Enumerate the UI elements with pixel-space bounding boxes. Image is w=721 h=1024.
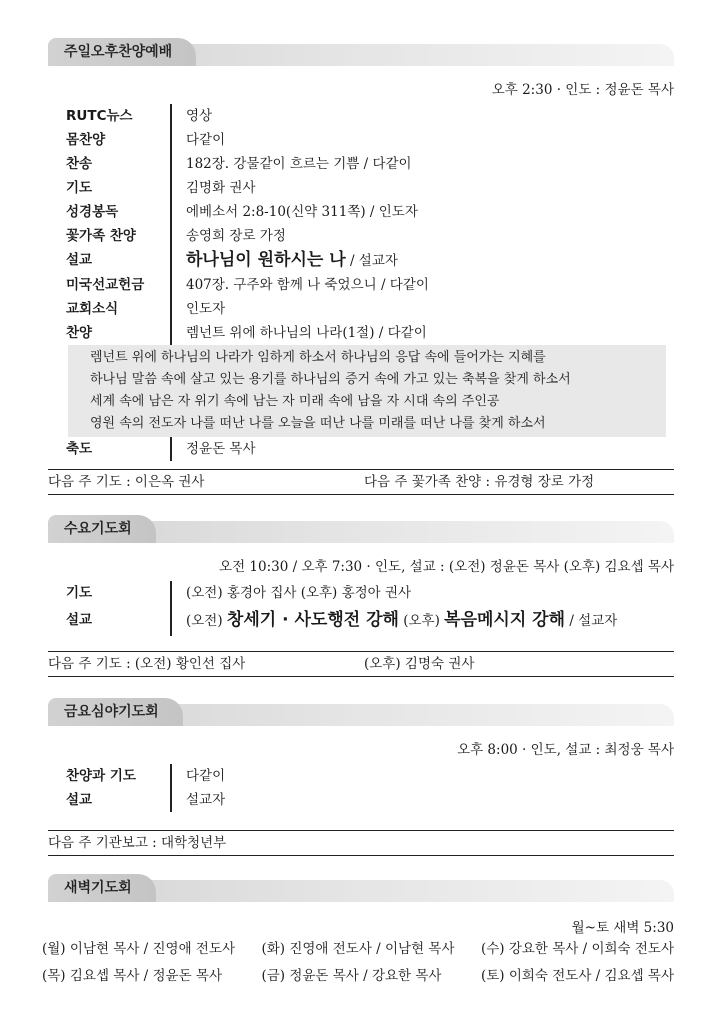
friday-time: 오후 8:00 · 인도, 설교 : 최정웅 목사 (457, 742, 674, 758)
sermon-title: 하나님이 원하시는 나 (186, 250, 346, 270)
dawn-schedule (42, 936, 674, 990)
friday-header (48, 698, 674, 728)
dawn-entry: (목) 김요셉 목사 / 정윤돈 목사 (42, 968, 222, 984)
sunday-title: 주일오후찬양예배 (48, 38, 196, 66)
order-row: 성경봉독 에베소서 2:8-10(신약 311쪽) / 인도자 (66, 200, 674, 224)
sermon-row: 설교 하나님이 원하시는 나 / 설교자 (66, 248, 674, 273)
wednesday-title: 수요기도회 (48, 515, 156, 543)
order-row: 몸찬양 다같이 (66, 128, 674, 152)
order-row: 찬송 182장. 강물같이 흐르는 기쁨 / 다같이 (66, 152, 674, 176)
dawn-header (48, 874, 674, 904)
order-row: 찬양과 기도 다같이 (66, 764, 674, 788)
sunday-section (48, 38, 674, 461)
sunday-next-week (48, 469, 674, 495)
lyric-line: 렘넌트 위에 하나님의 나라가 임하게 하소서 하나님의 응답 속에 들어가는 지혜를 (90, 350, 546, 365)
benediction-row: 축도 정윤돈 목사 (66, 437, 674, 461)
dawn-entry: (수) 강요한 목사 / 이희숙 전도사 (480, 941, 674, 957)
dawn-time: 월~토 새벽 5:30 (571, 920, 674, 936)
sunday-time: 오후 2:30 · 인도 : 정윤돈 목사 (491, 82, 674, 98)
wednesday-header (48, 515, 674, 545)
order-row: 찬양 렘넌트 위에 하나님의 나라(1절) / 다같이 (66, 321, 674, 345)
next-family: 다음 주 꽃가족 찬양 : 유경형 장로 가정 (364, 474, 595, 490)
pm-sermon-title: 복음메시지 강해 (444, 610, 566, 630)
lyrics-box (68, 345, 666, 437)
dawn-entry: (화) 진영애 전도사 / 이남현 목사 (261, 941, 455, 957)
dawn-title: 새벽기도회 (48, 874, 156, 902)
wednesday-time: 오전 10:30 / 오후 7:30 · 인도, 설교 : (오전) 정윤돈 목사 (오후) 김요셉 목사 (219, 559, 674, 575)
am-sermon-title: 창세기 · 사도행전 강해 (226, 610, 399, 630)
order-row: 교회소식 인도자 (66, 297, 674, 321)
order-row: 기도 김명화 권사 (66, 176, 674, 200)
wednesday-next-week: 다음 주 기도 : (오전) 황인선 집사 (오후) 김명숙 권사 (48, 651, 674, 677)
friday-title: 금요심야기도회 (48, 698, 183, 726)
dawn-entry: (월) 이남현 목사 / 진영애 전도사 (42, 941, 236, 957)
order-row: RUTC뉴스 영상 (66, 104, 674, 128)
order-row: 꽃가족 찬양 송영희 장로 가정 (66, 224, 674, 248)
prayer-row: 기도 (오전) 홍경아 집사 (오후) 홍정아 권사 (66, 581, 674, 605)
lyric-line: 세계 속에 남은 자 위기 속에 남는 자 미래 속에 남을 자 시대 속의 주인공 (90, 394, 500, 409)
dawn-entry: (토) 이희숙 전도사 / 김요셉 목사 (480, 968, 674, 984)
dawn-section (42, 874, 674, 990)
order-row: 미국선교헌금 407장. 구주와 함께 나 죽었으니 / 다같이 (66, 273, 674, 297)
order-row: 설교 설교자 (66, 788, 674, 812)
friday-section (48, 698, 674, 812)
sunday-order (66, 104, 674, 345)
sunday-header (48, 38, 674, 68)
next-prayer: 다음 주 기도 : 이은옥 권사 (48, 474, 205, 490)
wednesday-section (48, 515, 674, 636)
dawn-entry: (금) 정윤돈 목사 / 강요한 목사 (261, 968, 442, 984)
friday-next-week: 다음 주 기관보고 : 대학청년부 (48, 830, 674, 856)
lyric-line: 영원 속의 전도자 나를 떠난 나를 오늘을 떠난 나를 미래를 떠난 나를 찾게 하소서 (90, 416, 546, 431)
lyric-line: 하나님 말씀 속에 살고 있는 용기를 하나님의 증거 속에 가고 있는 축복을 찾게 하소서 (90, 372, 571, 387)
sermon-row: 설교 (오전) 창세기 · 사도행전 강해 (오후) 복음메시지 강해 / 설교자 (66, 605, 674, 636)
